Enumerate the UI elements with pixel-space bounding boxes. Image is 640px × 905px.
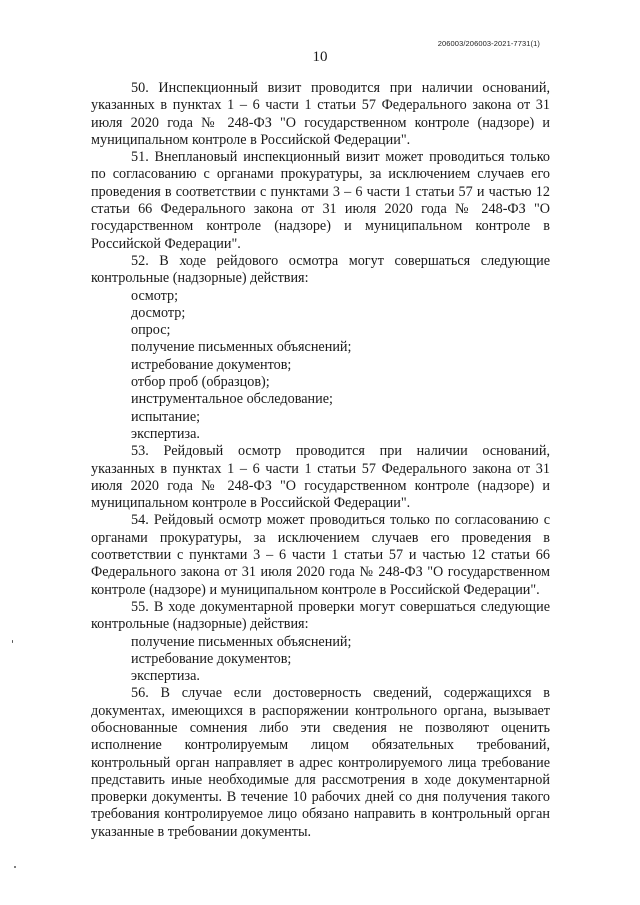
list-item: осмотр; <box>131 287 179 304</box>
scan-speck <box>12 640 13 643</box>
scan-speck <box>14 866 16 868</box>
paragraph-55: 55. В ходе документарной проверки могут совершаться следующие контрольные (надзорные) действия: <box>91 598 550 633</box>
paragraph-54: 54. Рейдовый осмотр может проводиться только по согласованию с органами прокуратуры, за исключением случаев его проведения в соответствии с пунктами 3 – 6 части 1 статьи 57 и частью 12 статьи 66 Федерального закона от 31 июля 2020 года № 248-ФЗ "О государственном контроле (надзоре) и муниципальном контроле в Российской Федерации". <box>91 512 550 598</box>
paragraph-53: 53. Рейдовый осмотр проводится при наличии оснований, указанных в пунктах 1 – 6 части 1 статьи 57 Федерального закона от 31 июля 2020 года № 248-ФЗ "О государственном контроле (надзоре) и муниципальном контроле в Российской Федерации". <box>91 443 550 512</box>
list-item: досмотр; <box>131 304 186 321</box>
list-item: отбор проб (образцов); <box>131 374 270 391</box>
paragraph-50: 50. Инспекционный визит проводится при наличии оснований, указанных в пунктах 1 – 6 части 1 статьи 57 Федерального закона от 31 июля 2020 года № 248-ФЗ "О государственном контроле (надзоре) и муниципальном контроле в Российской Федерации". <box>91 80 550 148</box>
paragraph-51: 51. Внеплановый инспекционный визит может проводиться только по согласованию с органами прокуратуры, за исключением случаев его проведения в соответствии с пунктами 3 – 6 части 1 статьи 57 и частью 12 статьи 66 Федерального закона от 31 июля 2020 года № 248-ФЗ "О государственном контроле (надзоре) и муниципальном контроле в Российской Федерации". <box>91 149 550 252</box>
list-item: испытание; <box>131 408 201 425</box>
list-item: истребование документов; <box>131 356 292 373</box>
list-item: опрос; <box>131 322 171 339</box>
paragraph-52: 52. В ходе рейдового осмотра могут совершаться следующие контрольные (надзорные) действия: <box>91 252 550 287</box>
paragraph-56: 56. В случае если достоверность сведений, содержащихся в документах, имеющихся в распоряжении контрольного органа, вызывает обоснованные сомнения либо эти сведения не позволяют оценить исполнение контролируемым лицом обязательных требований, контрольный орган направляет в адрес контролируемого лица требование представить иные необходимые для рассмотрения в ходе документарной проверки документы. В течение 10 рабочих дней со дня получения такого требования контролируемое лицо обязано направить в контрольный орган указанные в требовании документы. <box>91 685 550 840</box>
document-id: 206003/206003-2021-7731(1) <box>437 39 540 48</box>
list-item: истребование документов; <box>131 650 292 667</box>
document-body <box>91 80 550 841</box>
list-item: получение письменных объяснений; <box>131 339 352 356</box>
page-number: 10 <box>312 49 328 65</box>
list-item: получение письменных объяснений; <box>131 633 352 650</box>
list-item: экспертиза. <box>131 668 200 685</box>
list-item: инструментальное обследование; <box>131 391 333 408</box>
list-item: экспертиза. <box>131 425 200 442</box>
